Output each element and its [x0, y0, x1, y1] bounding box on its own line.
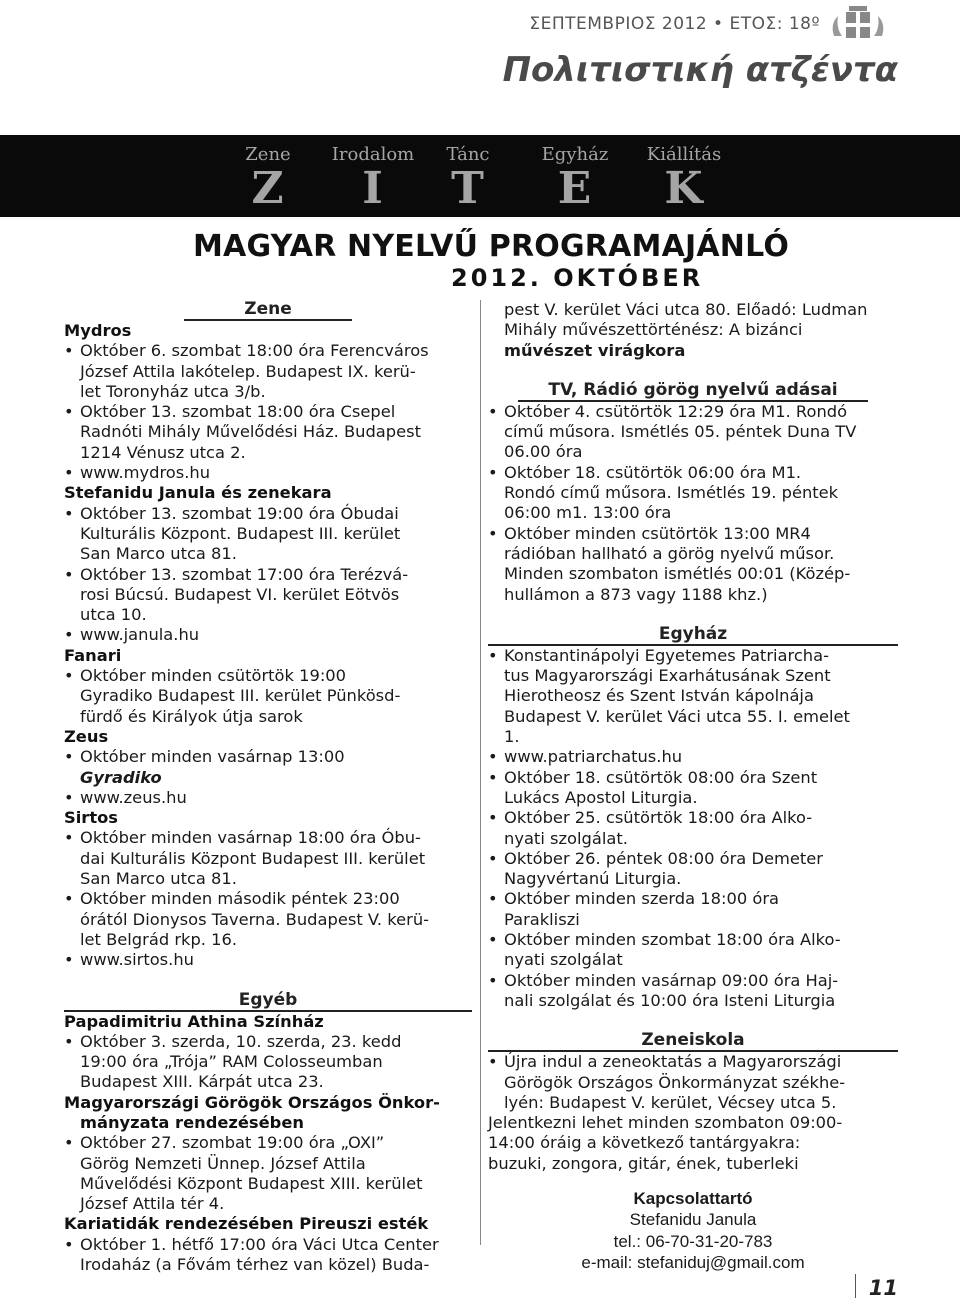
line: 1214 Vénusz utca 2. — [80, 442, 246, 462]
line: utca 10. — [80, 605, 147, 625]
line: • Október minden szombat 18:00 óra Alko- — [504, 930, 841, 950]
line: • Október 25. csütörtök 18:00 óra Alko- — [504, 808, 813, 828]
page-title: MAGYAR NYELVŰ PROGRAMAJÁNLÓ — [193, 229, 790, 264]
line: • Konstantinápolyi Egyetemes Patriarcha- — [504, 645, 829, 665]
event-title: Zeus — [64, 726, 109, 746]
line: fürdő és Királyok útja sarok — [80, 706, 303, 726]
line: • Október minden vasárnap 13:00 — [80, 747, 345, 767]
line: hullámon a 873 vagy 1188 khz.) — [504, 584, 768, 604]
column-divider — [480, 300, 481, 1245]
list-item — [488, 849, 898, 890]
line: 19:00 óra „Trója” RAM Colosseumban — [80, 1052, 383, 1072]
website-link[interactable]: www.janula.hu — [80, 625, 200, 645]
banner-label: Egyház — [541, 144, 609, 165]
line: Rondó című műsora. Ismétlés 19. péntek — [504, 483, 839, 503]
section-heading-zeneiskola: Zeneiskola — [488, 1031, 898, 1052]
banner-label: Kiállítás — [646, 144, 722, 165]
banner-letter: T — [451, 163, 485, 214]
banner-col-zene — [228, 135, 308, 214]
list-item — [488, 524, 898, 605]
line: Radnóti Mihály Művelődési Ház. Budapest — [80, 422, 421, 442]
event-title: Kariatidák rendezésében Pireuszi esték — [64, 1214, 429, 1234]
line: József Attila lakótelep. Budapest IX. kerü- — [80, 361, 416, 381]
banner-col-tanc — [428, 135, 508, 214]
line: • Október 13. szombat 18:00 óra Csepel — [80, 402, 396, 422]
line: • Újra indul a zeneoktatás a Magyarországi — [504, 1052, 842, 1072]
banner-col-kiallitas — [636, 135, 732, 214]
line: nyati szolgálat — [504, 950, 623, 970]
line: Mihály művészettörténész: A bizánci — [504, 320, 803, 340]
list-item — [488, 1052, 898, 1113]
line: nyati szolgálat. — [504, 828, 628, 848]
section-heading-tv: TV, Rádió görög nyelvű adásai — [518, 381, 868, 402]
banner-letter: E — [557, 163, 593, 214]
link-item — [64, 625, 472, 645]
line: Görög Nemzeti Ünnep. József Attila — [80, 1153, 366, 1173]
line: órától Dionysos Taverna. Budapest V. kerü- — [80, 909, 430, 929]
line: Gyradiko Budapest III. kerület Pünkösd- — [80, 686, 401, 706]
line: • Október minden szerda 18:00 óra — [504, 889, 780, 909]
line: Parakliszi — [504, 909, 580, 929]
line: • Október 13. szombat 19:00 óra Óbudai — [80, 503, 399, 523]
line: rádióban hallható a görög nyelvű műsor. — [504, 543, 835, 563]
line: Görögök Országos Önkormányzat székhe- — [504, 1072, 846, 1092]
line: • Október 18. csütörtök 06:00 óra M1. — [504, 462, 802, 482]
event-title: Stefanidu Janula és zenekara — [64, 483, 332, 503]
list-item — [488, 930, 898, 971]
contact-email[interactable]: e-mail: stefaniduj@gmail.com — [581, 1253, 805, 1273]
banner-letter: Z — [251, 163, 285, 214]
list-item — [488, 971, 898, 1012]
list-item — [64, 1032, 472, 1093]
line: let Belgrád rkp. 16. — [80, 929, 238, 949]
line: • Október minden vasárnap 09:00 óra Haj- — [504, 970, 839, 990]
line: Hierotheosz és Szent István kápolnája — [504, 686, 814, 706]
list-item — [64, 341, 472, 402]
line: 1. — [504, 727, 520, 747]
line: mányzata rendezésében — [80, 1112, 304, 1132]
line: Magyarországi Görögök Országos Önkor- — [64, 1092, 440, 1112]
section-heading-zene: Zene — [184, 300, 352, 321]
contact-phone: tel.: 06-70-31-20-783 — [613, 1231, 773, 1251]
list-item — [64, 828, 472, 889]
line: lyén: Budapest V. kerület, Vécsey utca 5. — [504, 1092, 837, 1112]
line: • Október 4. csütörtök 12:29 óra M1. Rondó — [504, 401, 848, 421]
line: művészet virágkora — [504, 340, 686, 360]
line: József Attila tér 4. — [80, 1194, 225, 1214]
list-item — [488, 808, 898, 849]
issue-date: ΣΕΠΤΕΜΒΡΙΟΣ 2012 • ΕΤΟΣ: 18º — [529, 14, 820, 34]
emblem-icon — [828, 6, 888, 46]
link-item — [64, 463, 472, 483]
line: rosi Búcsú. Budapest VI. kerület Eötvös — [80, 584, 400, 604]
page-number: 11 — [868, 1276, 898, 1300]
line: Nagyvértanú Liturgia. — [504, 869, 682, 889]
link-item — [488, 747, 898, 767]
website-link[interactable]: www.zeus.hu — [80, 787, 187, 807]
line: Jelentkezni lehet minden szombaton 09:00- — [488, 1113, 843, 1133]
list-item — [64, 504, 472, 565]
list-item — [488, 463, 898, 524]
event-title — [64, 1093, 472, 1134]
line: • Október minden csütörtök 19:00 — [80, 666, 347, 686]
paragraph — [488, 1113, 898, 1174]
line: 14:00 óráig a következő tantárgyakra: — [488, 1133, 801, 1153]
continued-text — [488, 300, 898, 361]
link-item — [64, 788, 472, 808]
list-item — [64, 889, 472, 950]
right-column — [488, 300, 898, 1274]
section-heading-egyhaz: Egyház — [488, 625, 898, 646]
event-title: Papadimitriu Athina Színház — [64, 1011, 324, 1031]
banner-label: Zene — [245, 144, 291, 165]
line: • Október 27. szombat 19:00 óra „OXI” — [80, 1133, 385, 1153]
list-item — [488, 646, 898, 747]
line: nali szolgálat és 10:00 óra Isteni Liturgia — [504, 990, 836, 1010]
line: • Október 13. szombat 17:00 óra Terézvá- — [80, 564, 409, 584]
line: Budapest V. kerület Váci utca 55. I. emelet — [504, 706, 850, 726]
list-item — [64, 402, 472, 463]
line: • Október minden második péntek 23:00 — [80, 889, 400, 909]
line: dai Kulturális Központ Budapest III. kerület — [80, 848, 426, 868]
category-banner — [0, 135, 960, 217]
section-heading-egyeb: Egyéb — [64, 991, 472, 1012]
list-item — [64, 1133, 472, 1214]
line: • Október minden vasárnap 18:00 óra Óbu- — [80, 828, 421, 848]
line: • Október 18. csütörtök 08:00 óra Szent — [504, 767, 818, 787]
website-link[interactable]: www.patriarchatus.hu — [504, 747, 683, 767]
banner-col-irodalom — [328, 135, 418, 214]
list-item — [64, 666, 472, 727]
event-title: Fanari — [64, 645, 122, 665]
line: San Marco utca 81. — [80, 869, 237, 889]
banner-label: Tánc — [446, 144, 490, 165]
banner-label: Irodalom — [331, 144, 415, 165]
left-column — [64, 300, 472, 1275]
contact-title: Kapcsolattartó — [633, 1188, 753, 1208]
line: San Marco utca 81. — [80, 544, 237, 564]
event-title: Sirtos — [64, 808, 118, 828]
line: tus Magyarországi Exarhátusának Szent — [504, 666, 831, 686]
line: 06.00 óra — [504, 442, 583, 462]
line: Gyradiko — [80, 767, 162, 787]
line: • Október 6. szombat 18:00 óra Ferencváros — [80, 341, 429, 361]
line: • Október minden csütörtök 13:00 MR4 — [504, 523, 811, 543]
page-subtitle: 2012. OKTÓBER — [451, 264, 704, 292]
list-item — [488, 402, 898, 463]
line: pest V. kerület Váci utca 80. Előadó: Ludman — [504, 300, 868, 319]
list-item — [64, 1235, 472, 1276]
list-item — [64, 565, 472, 626]
line: 06:00 m1. 13:00 óra — [504, 503, 672, 523]
contact-block — [488, 1188, 898, 1274]
list-item — [64, 747, 472, 788]
line: buzuki, zongora, gitár, ének, tuberleki — [488, 1153, 799, 1173]
line: Kulturális Központ. Budapest III. kerület — [80, 523, 401, 543]
line: • Október 26. péntek 08:00 óra Demeter — [504, 848, 823, 868]
contact-name: Stefanidu Janula — [629, 1210, 757, 1230]
line: • Október 3. szerda, 10. szerda, 23. kedd — [80, 1031, 402, 1051]
line: • Október 1. hétfő 17:00 óra Váci Utca Center — [80, 1234, 439, 1254]
section-title: Πολιτιστική ατζέντα — [502, 50, 898, 90]
website-link[interactable]: www.mydros.hu — [80, 463, 211, 483]
link-item — [64, 950, 472, 970]
page-number-divider — [855, 1274, 856, 1298]
line: Művelődési Központ Budapest XIII. kerület — [80, 1173, 423, 1193]
line: let Toronyház utca 3/b. — [80, 381, 266, 401]
banner-letter: K — [664, 163, 704, 214]
line: Budapest XIII. Kárpát utca 23. — [80, 1072, 324, 1092]
line: című műsora. Ismétlés 05. péntek Duna TV — [504, 422, 857, 442]
list-item — [488, 768, 898, 809]
line: Minden szombaton ismétlés 00:01 (Közép- — [504, 564, 851, 584]
banner-col-egyhaz — [530, 135, 620, 214]
event-title: Mydros — [64, 321, 132, 340]
line: Irodaház (a Fővám térhez van közel) Buda- — [80, 1255, 430, 1275]
banner-letter: I — [362, 163, 384, 214]
line: Lukács Apostol Liturgia. — [504, 787, 698, 807]
website-link[interactable]: www.sirtos.hu — [80, 950, 194, 970]
list-item — [488, 889, 898, 930]
